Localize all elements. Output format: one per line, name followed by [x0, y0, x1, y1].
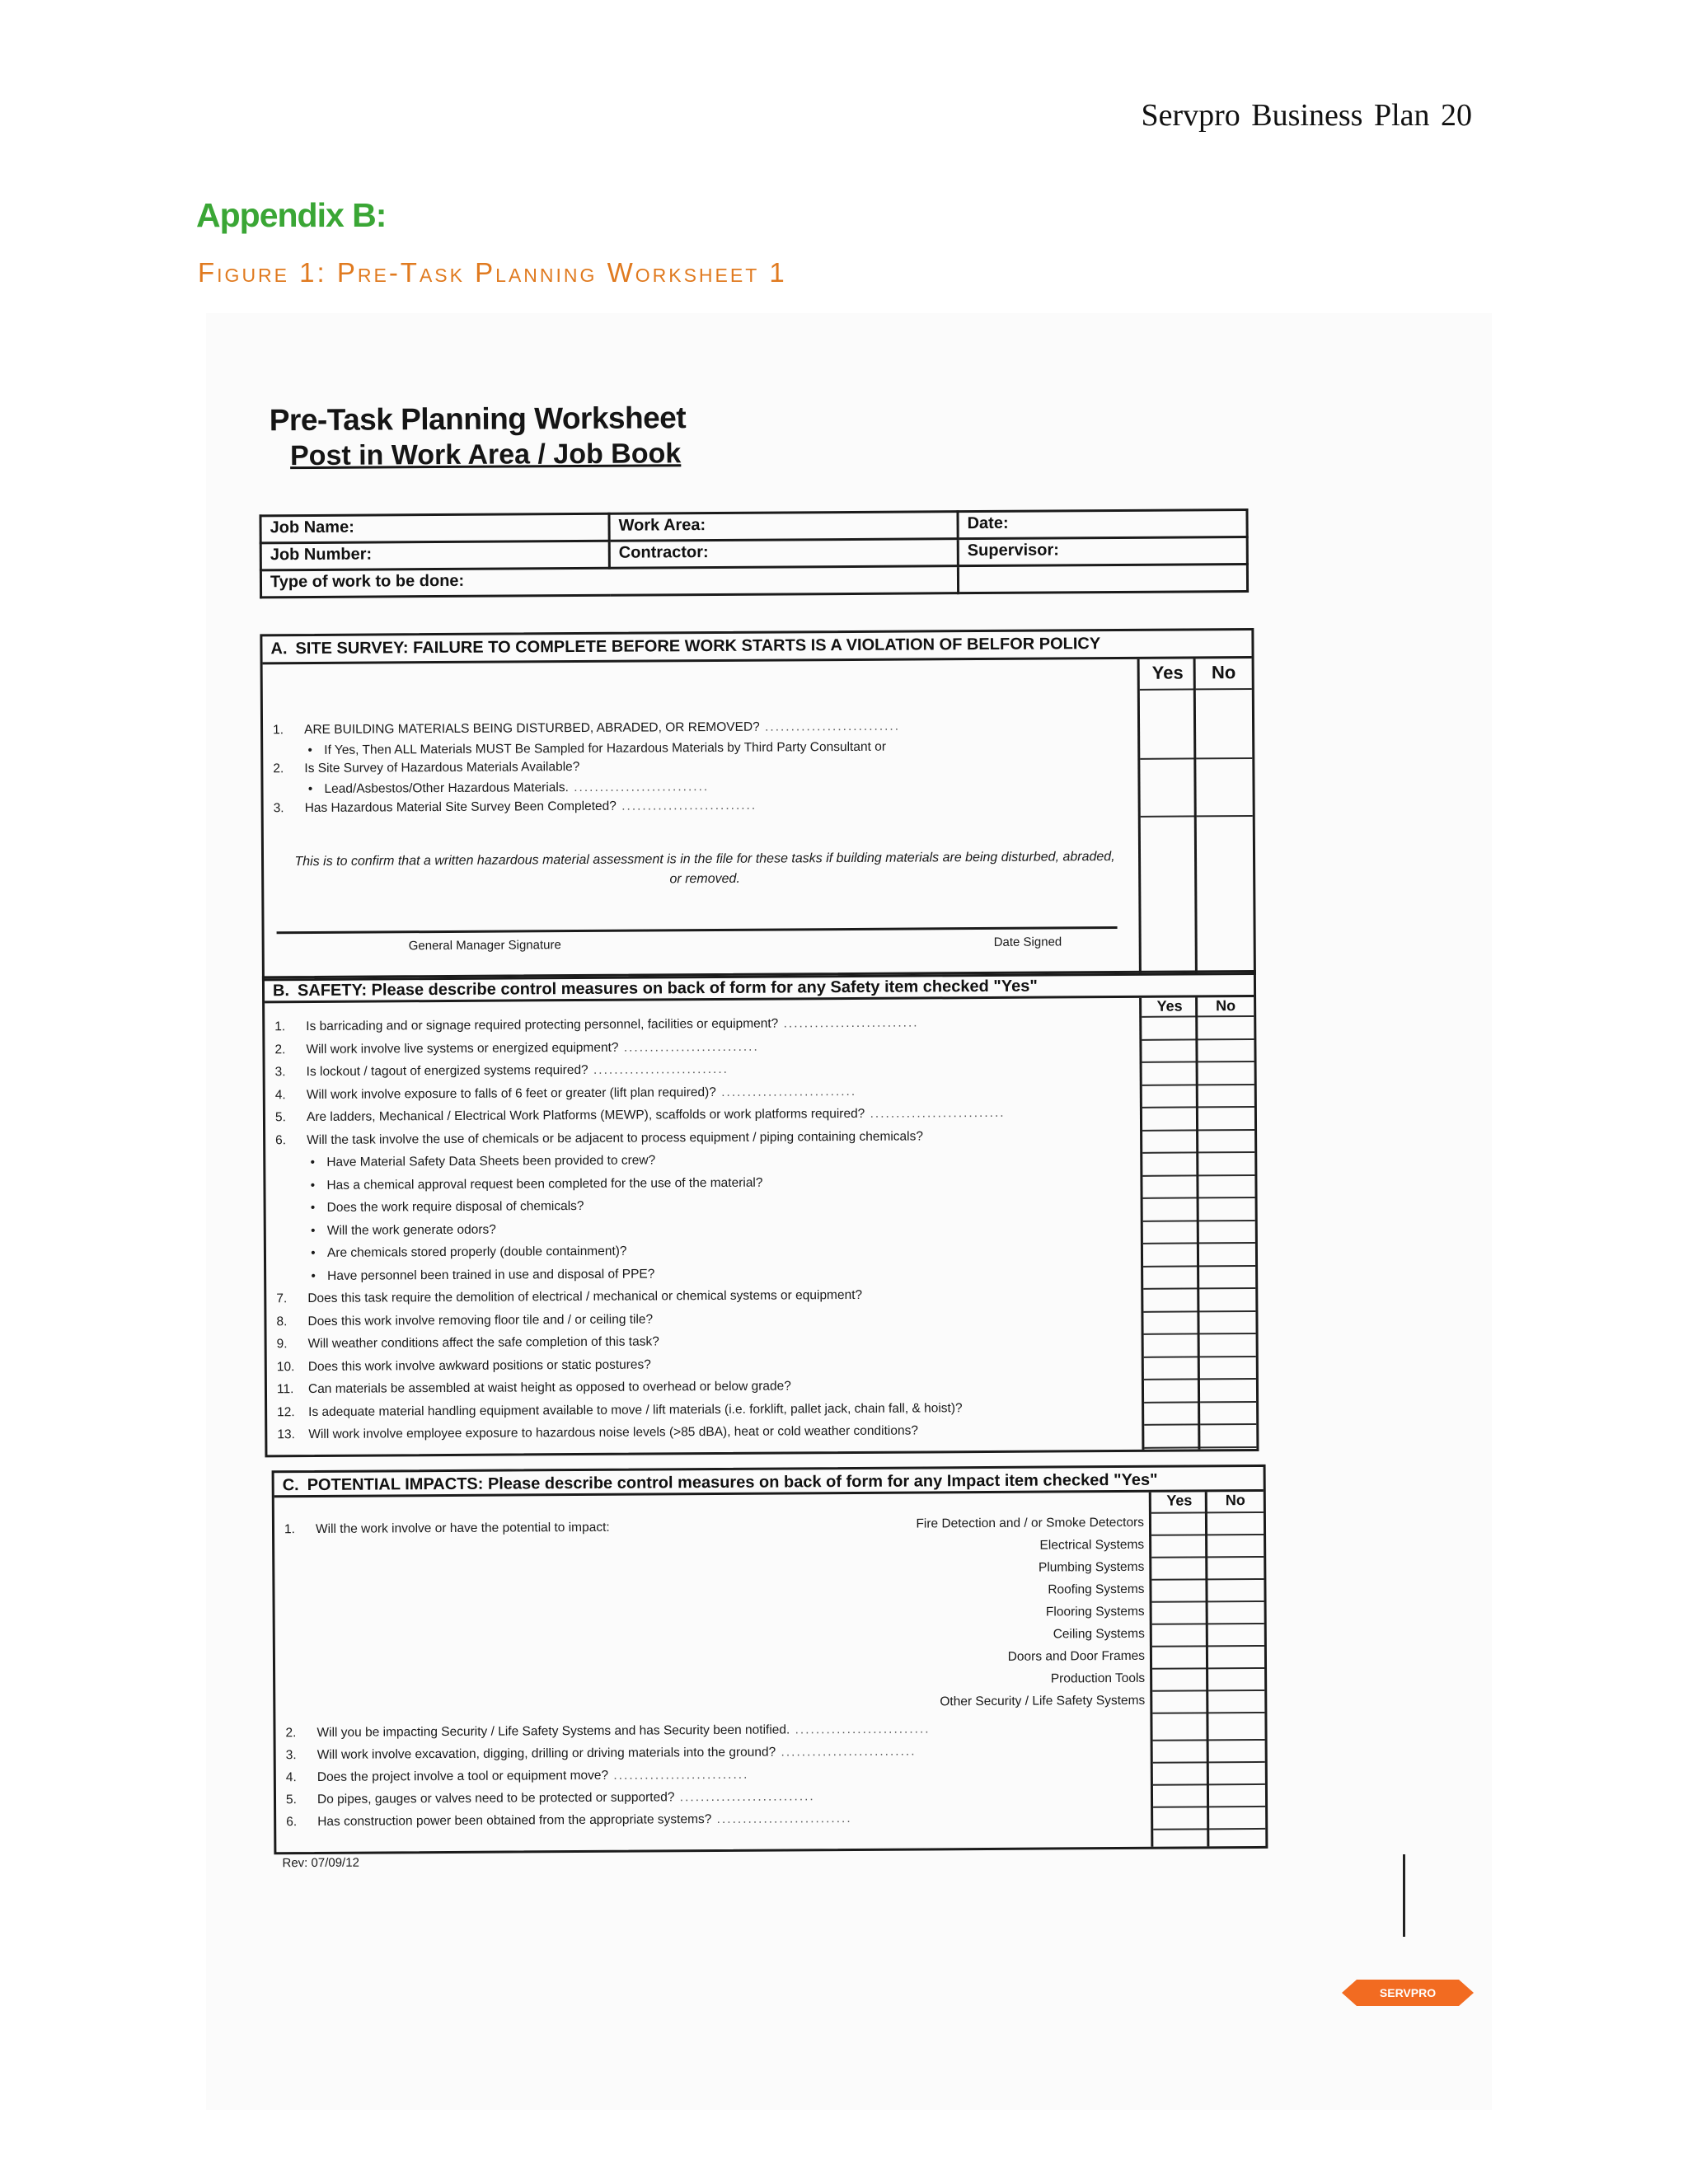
worksheet-title: Pre-Task Planning Worksheet: [269, 401, 687, 438]
yes-label: Yes: [1166, 1492, 1193, 1509]
section-b-item-13: 7. Does this task require the demolition of electrical / mechanical or chemical systems or equipment?: [276, 1287, 863, 1306]
impact-item-9: Other Security / Life Safety Systems: [940, 1693, 1146, 1709]
scan-margin-mark: [1403, 1854, 1405, 1937]
yes-label: Yes: [1156, 997, 1183, 1015]
section-b-item-10: • Will the work generate odors?: [311, 1222, 496, 1238]
section-c-item-5: 6. Has construction power been obtained from the appropriate systems? ..........................: [286, 1811, 852, 1830]
section-b-item-1: 1. Is barricading and or signage required protecting personnel, facilities or equipment? ..........................: [274, 1015, 919, 1034]
date-signed-label: Date Signed: [993, 935, 1062, 949]
section-b-item-19: 13. Will work involve employee exposure to hazardous noise levels (>85 dBA), heat or cold weather conditions?: [277, 1423, 918, 1442]
no-label: No: [1211, 662, 1236, 683]
type-of-work-blank: [958, 565, 1247, 593]
section-b-item-5: 5. Are ladders, Mechanical / Electrical Work Platforms (MEWP), scaffolds or work platforms required? ..........................: [274, 1105, 1006, 1125]
date-field: Date:: [958, 510, 1247, 539]
section-b-item-7: • Have Material Safety Data Sheets been provided to crew?: [310, 1153, 656, 1169]
section-b-item-3: 3. Is lockout / tagout of energized systems required? ..........................: [274, 1062, 729, 1080]
section-a-site-survey: [260, 628, 1256, 981]
impact-item-3: Plumbing Systems: [1038, 1559, 1145, 1575]
section-b-item-12: • Have personnel been trained in use and disposal of PPE?: [311, 1266, 655, 1283]
section-b-item-14: 8. Does this work involve removing floor tile and / or ceiling tile?: [276, 1311, 654, 1329]
worksheet-subtitle: Post in Work Area / Job Book: [289, 438, 682, 472]
section-a-header: A. SITE SURVEY: FAILURE TO COMPLETE BEFORE WORK STARTS IS A VIOLATION OF BELFOR POLICY: [262, 630, 1251, 664]
section-b-item-15: 9. Will weather conditions affect the safe completion of this task?: [276, 1334, 659, 1352]
section-c-item-4: 5. Do pipes, gauges or valves need to be protected or supported? ..........................: [285, 1789, 815, 1807]
impact-item-8: Production Tools: [1050, 1671, 1146, 1686]
section-c-item-3: 4. Does the project involve a tool or equipment move? ..........................: [285, 1767, 749, 1785]
section-b-item-11: • Are chemicals stored properly (double containment)?: [311, 1244, 627, 1260]
section-b-item-6: 6. Will the task involve the use of chemicals or be adjacent to process equipment / piping containing chemicals?: [275, 1128, 924, 1147]
assessment-confirmation: This is to confirm that a written hazardous material assessment is in the file for these tasks if building materials are being disturbed, abraded, or removed.: [294, 850, 1115, 887]
revision-label: Rev: 07/09/12: [282, 1855, 359, 1871]
section-c-no-column: [1205, 1492, 1266, 1846]
job-info-table: [259, 509, 1249, 598]
section-b-no-column: [1195, 997, 1256, 1449]
impact-item-5: Flooring Systems: [1045, 1604, 1145, 1619]
section-b-yes-column: [1139, 997, 1200, 1449]
section-a-item-5: 3. Has Hazardous Material Site Survey Been Completed? ..........................: [273, 798, 757, 816]
section-b-item-17: 11. Can materials be assembled at waist height as opposed to overhead or below grade?: [276, 1379, 791, 1397]
section-c-header: C. POTENTIAL IMPACTS: Please describe control measures on back of form for any Impact item checked "Yes": [274, 1467, 1264, 1497]
impact-item-1: Fire Detection and / or Smoke Detectors: [916, 1515, 1145, 1531]
appendix-title: Appendix B:: [196, 196, 387, 234]
section-a-item-4: • Lead/Asbestos/Other Hazardous Materials. ..........................: [307, 780, 710, 797]
section-a-item-1: 1. ARE BUILDING MATERIALS BEING DISTURBED, ABRADED, OR REMOVED? ..........................: [273, 719, 901, 738]
section-b-item-16: 10. Does this work involve awkward positions or static postures?: [276, 1357, 651, 1374]
yes-label: Yes: [1151, 662, 1184, 683]
section-a-item-3: 2. Is Site Survey of Hazardous Materials Available?: [273, 759, 580, 776]
running-header: Servpro Business Plan 20: [1141, 98, 1472, 133]
servpro-logo: [1342, 1978, 1474, 2008]
job-number-field: Job Number:: [260, 541, 609, 570]
section-b-header: B. SAFETY: Please describe control measures on back of form for any Safety item checked "Yes": [265, 972, 1254, 1003]
gm-signature-label: General Manager Signature: [408, 938, 561, 954]
section-b-item-2: 2. Will work involve live systems or energized equipment? ..........................: [274, 1039, 759, 1057]
section-b-item-9: • Does the work require disposal of chemicals?: [310, 1198, 584, 1215]
section-a-no-column: [1193, 658, 1254, 972]
section-b-item-4: 4. Will work involve exposure to falls of 6 feet or greater (lift plan required)? ..........................: [274, 1084, 857, 1102]
scanned-worksheet: [206, 313, 1492, 2110]
no-label: No: [1225, 1492, 1245, 1509]
section-b-item-8: • Has a chemical approval request been completed for the use of the material?: [310, 1175, 763, 1193]
no-label: No: [1216, 997, 1236, 1015]
job-name-field: Job Name:: [260, 513, 609, 543]
impact-item-2: Electrical Systems: [1039, 1537, 1145, 1553]
impact-item-4: Roofing Systems: [1048, 1582, 1145, 1597]
section-c-item-1: 2. Will you be impacting Security / Life Safety Systems and has Security been notified. ..........................: [285, 1722, 931, 1741]
work-area-field: Work Area:: [609, 512, 958, 541]
section-a-yes-column: [1137, 658, 1198, 972]
section-c-item-1: 1. Will the work involve or have the potential to impact:: [284, 1520, 610, 1537]
contractor-field: Contractor:: [609, 539, 958, 569]
section-c-potential-impacts: [272, 1465, 1268, 1854]
section-c-yes-column: [1149, 1492, 1210, 1846]
section-b-item-18: 12. Is adequate material handling equipment available to move / lift materials (i.e. forklift, pallet jack, chain fall, & hoist)?: [277, 1400, 963, 1419]
section-a-item-2: • If Yes, Then ALL Materials MUST Be Sampled for Hazardous Materials by Third Party Consultant or: [307, 739, 887, 758]
logo-text: SERVPRO: [1379, 1986, 1437, 1999]
impact-item-6: Ceiling Systems: [1053, 1626, 1145, 1642]
section-c-item-2: 3. Will work involve excavation, digging, drilling or driving materials into the ground? ..........................: [285, 1744, 917, 1763]
section-b-safety: [262, 970, 1259, 1457]
impact-item-7: Doors and Door Frames: [1007, 1648, 1146, 1664]
type-of-work-field: Type of work to be done:: [260, 566, 958, 598]
supervisor-field: Supervisor:: [958, 537, 1247, 566]
figure-caption: Figure 1: Pre-Task Planning Worksheet 1: [198, 257, 787, 288]
